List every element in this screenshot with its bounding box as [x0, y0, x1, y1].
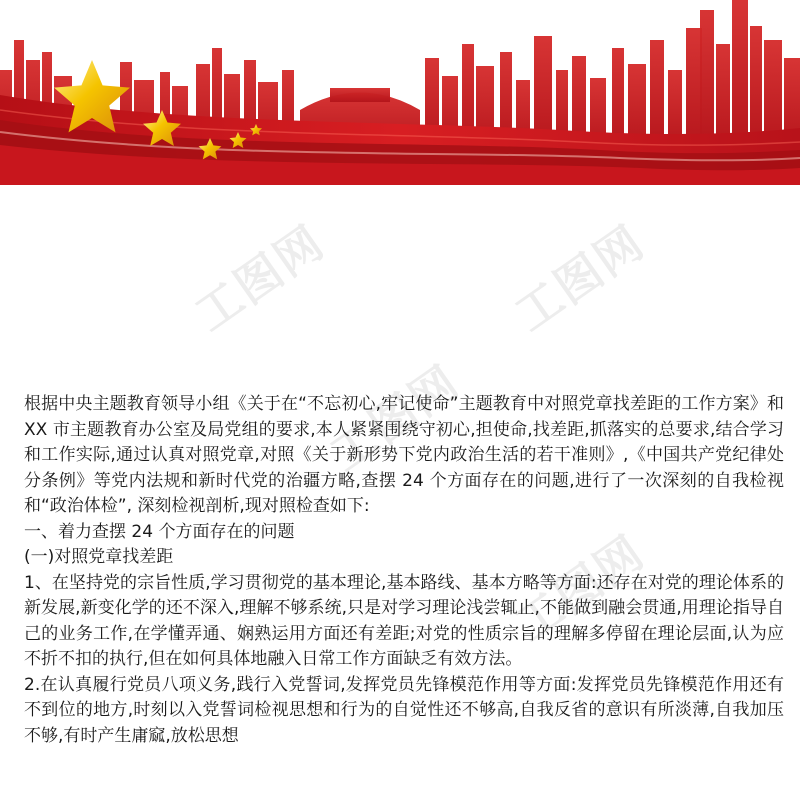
watermark: 工图网 — [185, 214, 335, 342]
watermark: 工图网 — [505, 524, 655, 652]
watermark: 工图网 — [505, 214, 655, 342]
item-paragraph: 1、在坚持党的宗旨性质,学习贯彻党的基本理论,基本路线、基本方略等方面:还存在对党的理论体系的新发展,新变化学的还不深入,理解不够系统,只是对学习理论浅尝辄止,不能做到融会贯通,用理论指导自己的业务工作,在学懂弄通、娴熟运用方面还有差距;对党的性质宗旨的理解多停留在理论层面,认为应不折不扣的执行,但在如何具体地融入日常工作方面缺乏有效方法。 — [24, 572, 784, 669]
header-banner — [0, 0, 800, 190]
intro-paragraph: 根据中央主题教育领导小组《关于在“不忘初心,牢记使命”主题教育中对照党章找差距的工作方案》和 XX 市主题教育办公室及局党组的要求,本人紧紧围绕守初心,担使命,找差距,抓落实的总要求,结合学习和工作实际,通过认真对照党章,对照《关于新形势下党内政治生活的若干准则》,《中国共产党纪律处分条例》等党内法规和新时代党的治疆方略,查摆 24 个方面存在的问题,进行了一次深刻的自我检视和“政治体检”, 深刻检视剖析,现对照检查如下: — [24, 394, 784, 516]
section-heading: 一、着力查摆 24 个方面存在的问题 — [24, 521, 295, 542]
watermark: 工图网 — [320, 354, 470, 482]
subsection-heading: (一)对照党章找差距 — [24, 547, 174, 567]
document-body — [24, 392, 784, 749]
item-paragraph: 2.在认真履行党员八项义务,践行入党誓词,发挥党员先锋模范作用等方面:发挥党员先锋模范作用还有不到位的地方,时刻以入党誓词检视思想和行为的自觉性还不够高,自我反省的意识有所淡薄,自我加压不够,有时产生庸窳,放松思想 — [24, 674, 784, 746]
